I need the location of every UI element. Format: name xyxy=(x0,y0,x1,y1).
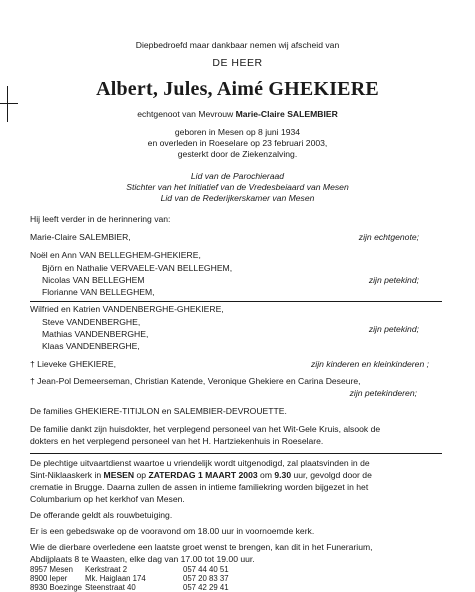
address-street: Kerkstraat 2 xyxy=(85,565,128,574)
godchild-role: zijn petekind; xyxy=(368,324,419,334)
grandchild-entry: Mathias VANDENBERGHE, xyxy=(42,329,149,339)
deceased-name: Albert, Jules, Aimé GHEKIERE xyxy=(96,78,379,100)
memory-intro: Hij leeft verder in de herinnering van: xyxy=(30,214,171,224)
offering-line: De offerande geldt als rouwbetuiging. xyxy=(30,510,173,520)
birth-line: geboren in Mesen op 8 juni 1934 xyxy=(174,127,301,137)
funeral-line-1: De plechtige uitvaartdienst waartoe u vriendelijk wordt uitgenodigd, zal plaatsvinden in de xyxy=(30,458,370,468)
sacrament-line: gesterkt door de Ziekenzalving. xyxy=(177,149,298,159)
funeral-text: uur, gevolgd door de xyxy=(291,470,372,480)
funeral-text: om xyxy=(257,470,275,480)
address-street: Steenstraat 40 xyxy=(85,583,136,592)
title-text: DE HEER xyxy=(212,57,263,69)
thanks-line-1: De familie dankt zijn huisdokter, het verplegend personeel van het Wit-Gele Kruis, alsook de xyxy=(30,424,381,434)
funeral-date: ZATERDAG 1 MAART 2003 xyxy=(148,470,258,480)
address-street: Mk. Haiglaan 174 xyxy=(85,574,146,583)
intro-text: Diepbedroefd maar dankbaar nemen wij afscheid van xyxy=(135,40,340,50)
address-phone: 057 20 83 37 xyxy=(183,574,229,583)
address-city: 8930 Boezinge xyxy=(30,583,83,592)
membership-1: Lid van de Parochieraad xyxy=(190,171,285,181)
crop-mark xyxy=(0,103,18,104)
address-city: 8957 Mesen xyxy=(30,565,73,574)
funeral-place: MESEN xyxy=(103,470,135,480)
death-line: en overleden in Roeselare op 23 februari 2003, xyxy=(147,138,328,148)
grandchild-entry: Florianne VAN BELLEGHEM, xyxy=(42,287,155,297)
children-role: zijn kinderen en kleinkinderen ; xyxy=(311,359,429,369)
funeral-time: 9.30 xyxy=(274,470,292,480)
spouse-role: zijn echtgenote; xyxy=(358,232,419,242)
membership-3: Lid van de Rederijkerskamer van Mesen xyxy=(160,193,315,203)
membership-2: Stichter van het Initiatief van de Vredesbeiaard van Mesen xyxy=(126,182,349,192)
godchild-role: zijn petekind; xyxy=(368,275,419,285)
godchildren-role: zijn petekinderen; xyxy=(349,388,417,398)
families-entry: De families GHEKIERE-TITIJLON en SALEMBIER-DEVROUETTE. xyxy=(30,406,287,416)
funeral-text: op xyxy=(134,470,149,480)
grandchild-entry: Björn en Nathalie VERVAELE-VAN BELLEGHEM, xyxy=(42,263,233,273)
funeral-line-4: Columbarium op het kerkhof van Mesen. xyxy=(30,494,185,504)
divider xyxy=(30,453,442,454)
divider xyxy=(30,301,442,302)
wake-line: Er is een gebedswake op de vooravond om 18.00 uur in voornoemde kerk. xyxy=(30,526,315,536)
address-phone: 057 42 29 41 xyxy=(183,583,229,592)
spouse-entry: Marie-Claire SALEMBIER, xyxy=(30,232,131,242)
spouse-line xyxy=(0,110,475,119)
child1-entry: Noël en Ann VAN BELLEGHEM-GHEKIERE, xyxy=(30,250,201,260)
child2-entry: Wilfried en Katrien VANDENBERGHE-GHEKIERE, xyxy=(30,304,224,314)
funeral-line-2 xyxy=(30,471,372,480)
funeral-text: Sint-Niklaaskerk in xyxy=(30,470,104,480)
address-city: 8900 Ieper xyxy=(30,574,68,583)
godchildren-entry: † Jean-Pol Demeerseman, Christian Katende, Veronique Ghekiere en Carina Deseure, xyxy=(30,376,361,386)
thanks-line-2: dokters en het verplegend personeel van het H. Hartziekenhuis in Roeselare. xyxy=(30,436,324,446)
visit-line-1: Wie de dierbare overledene een laatste groet wenst te brengen, kan dit in het Funerarium, xyxy=(30,542,373,552)
grandchild-entry: Steve VANDENBERGHE, xyxy=(42,317,141,327)
spouse-name: Marie-Claire SALEMBIER xyxy=(235,109,338,119)
spouse-prefix: echtgenoot van Mevrouw xyxy=(137,109,236,119)
visit-line-2: Abdijplaats 8 te Waasten, elke dag van 17.00 tot 19.00 uur. xyxy=(30,554,255,564)
funeral-line-3: crematie in Brugge. Daarna zullen de assen in intieme familiekring worden bijgezet in het xyxy=(30,482,369,492)
address-phone: 057 44 40 51 xyxy=(183,565,229,574)
grandchild-entry: Nicolas VAN BELLEGHEM xyxy=(42,275,145,285)
deceased-child-entry: † Lieveke GHEKIERE, xyxy=(30,359,116,369)
grandchild-entry: Klaas VANDENBERGHE, xyxy=(42,341,140,351)
